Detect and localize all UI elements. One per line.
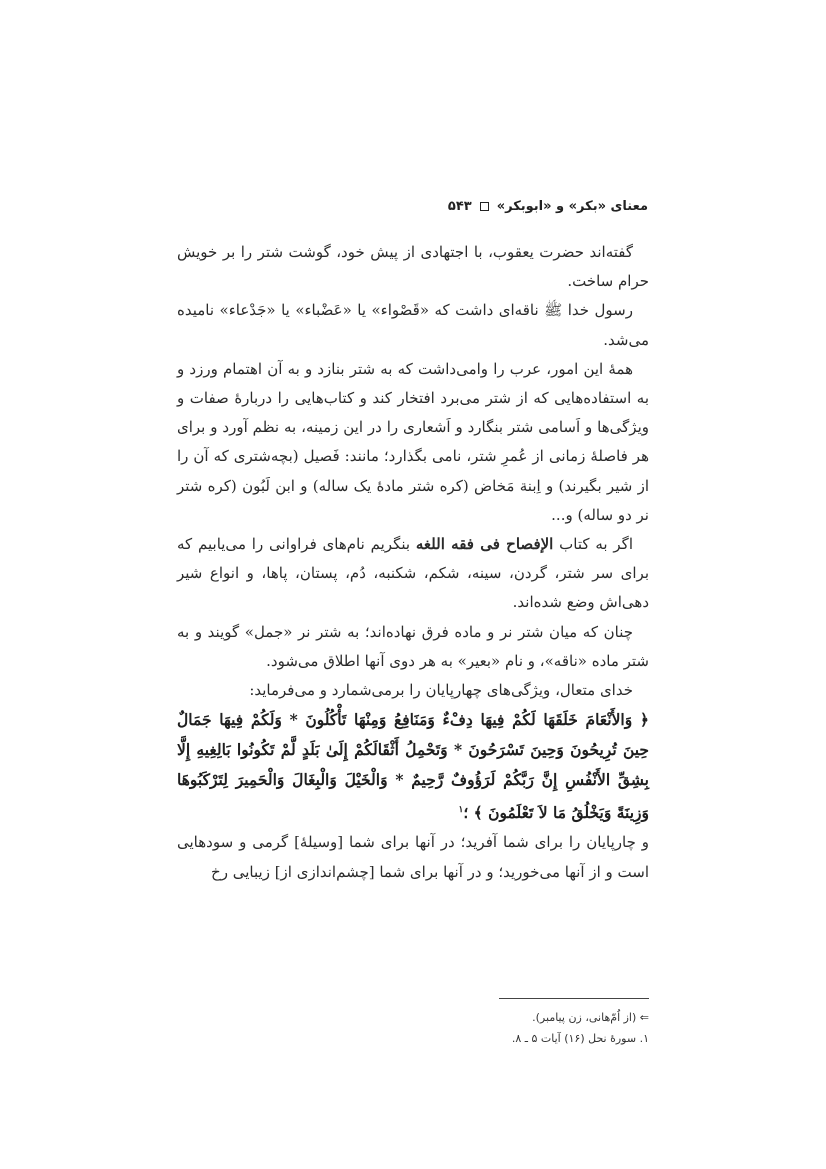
paragraph-3: همهٔ این امور، عرب را وامی‌داشت که به شتر بنازد و به آن اهتمام ورزد و به استفاده‌هایی که از شتر می‌برد افتخار کند و کتاب‌هایی را دربارهٔ صفات و ویژگی‌ها و اَسامی شتر بنگارد و اَشعاری را در این زمینه، به نظم آورد و برای هر فاصلهٔ زمانی از عُمرِ شتر، نامی بگذارد؛ مانند: فَصیل (بچه‌شتری که آن را از شیر بگیرند) و اِبنة مَخاض (کره شتر مادهٔ یک ساله) و ابن لَبُون (کره شتر نر دو ساله) و... — [177, 359, 649, 524]
book-title: الإفصاح فی فقه اللغه — [415, 535, 554, 554]
paragraph-4-rest: بنگریم نام‌های فراوانی را می‌یابیم که برای سر شتر، گردن، سینه، شکم، شکنبه، دُم، پستان، پاها، و انواع شیر دهی‌اش وضع شده‌اند. — [177, 535, 649, 612]
main-text — [177, 238, 649, 887]
paragraph-2: رسول خدا ﷺ ناقه‌ای داشت که «قَصْواء» یا «عَضْباء» یا «جَدْعاء» نامیده می‌شد. — [177, 301, 649, 349]
quran-verse — [177, 705, 649, 828]
paragraph-5: چنان که میان شتر نر و ماده فرق نهاده‌اند؛ به شتر نر «جمل» گویند و به شتر ماده «ناقه»، و نام «بعیر» به هر دوی آنها اطلاق می‌شود. — [177, 622, 649, 670]
square-ornament-icon — [480, 202, 489, 211]
paragraph-7: و چارپایان را برای شما آفرید؛ در آنها برای شما [وسیلهٔ] گرمی و سودهایی است و از آنها می‌خورید؛ و در آنها برای شما [چشم‌اندازی از] زیبایی رخ — [177, 833, 649, 881]
paragraph-6: خدای متعال، ویژگی‌های چهارپایان را برمی‌شمارد و می‌فرماید: — [249, 681, 633, 700]
running-head-title: معنای «بکر» و «ابوبکر» — [496, 199, 648, 214]
footnote-mark: ۱ — [458, 805, 464, 816]
paragraph-4 — [177, 530, 649, 618]
paragraph-4-lead: اگر به کتاب — [559, 535, 633, 554]
quran-verse-text: ﴿ وَالأَنْعَامَ خَلَقَهَا لَكُمْ فِيهَا دِفْءٌ وَمَنَافِعُ وَمِنْهَا تَأْكُلُونَ * وَلَكُمْ فِيهَا جَمَالٌ حِينَ تُرِيحُونَ وَحِينَ تَسْرَحُونَ * وَتَحْمِلُ أَثْقَالَكُمْ إِلَىٰ بَلَدٍ لَّمْ تَكُونُوا بَالِغِيهِ إِلَّا بِشِقِّ الأَنْفُسِ إِنَّ رَبَّكُمْ لَرَؤُوفٌ رَّحِيمٌ * وَالْخَيْلَ وَالْبِغَالَ وَالْحَمِيرَ لِتَرْكَبُوهَا وَزِينَةً وَيَخْلُقُ مَا لاَ تَعْلَمُونَ ﴾ ؛ — [177, 710, 649, 823]
paragraph-1: گفته‌اند حضرت یعقوب، با اجتهادی از پیش خود، گوشت شتر را بر خویش حرام ساخت. — [177, 243, 649, 291]
running-head — [448, 199, 648, 214]
footnote-continued: ⇐ (از اُمّ‌هانی، زن پیامبر). — [532, 1011, 649, 1024]
footnote-divider — [499, 998, 649, 999]
footnote-1: ۱. سورهٔ نحل (۱۶) آیات ۵ ـ ۸. — [511, 1032, 649, 1045]
footnotes — [177, 1007, 649, 1049]
page-number: ۵۴۳ — [447, 199, 472, 214]
